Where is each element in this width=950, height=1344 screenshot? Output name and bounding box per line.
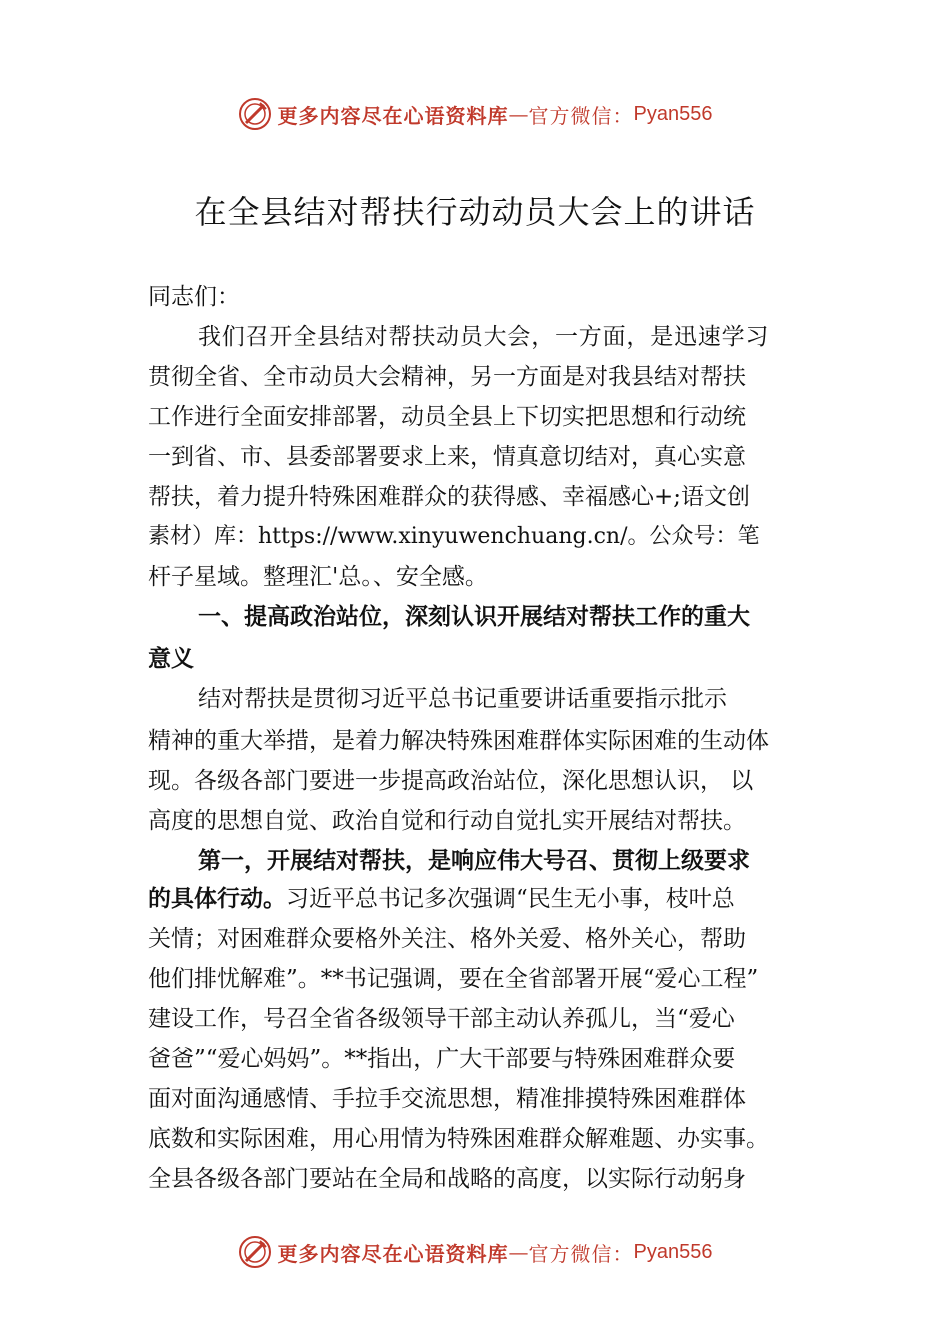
banner-wechat-id: Pyan556 bbox=[633, 102, 713, 125]
paragraph-line: 工作进行全面安排部署，动员全县上下切实把思想和行动统 bbox=[148, 404, 746, 430]
paragraph-line: 结对帮扶是贯彻习近平总书记重要讲话重要指示批示 bbox=[198, 686, 727, 712]
banner-title: 更多内容尽在心语资料库 bbox=[277, 103, 509, 128]
logo-icon bbox=[238, 1235, 272, 1269]
watermark-banner-bottom bbox=[0, 1232, 950, 1272]
paragraph-line: 面对面沟通感情、手拉手交流思想，精准排摸特殊困难群体 bbox=[148, 1086, 746, 1112]
paragraph-text: 习近平总书记多次强调“民生无小事，枝叶总 bbox=[286, 886, 735, 912]
subsection-heading-end: 的具体行动。 bbox=[148, 886, 286, 912]
banner-title: 更多内容尽在心语资料库 bbox=[277, 1241, 509, 1266]
paragraph-line: 帮扶，着力提升特殊困难群众的获得感、幸福感心+;语文创 bbox=[148, 484, 751, 510]
document-title: 在全县结对帮扶行动动员大会上的讲话 bbox=[194, 193, 756, 231]
section-heading: 一、提高政治站位，深刻认识开展结对帮扶工作的重大 bbox=[198, 604, 750, 630]
paragraph-line bbox=[148, 884, 735, 914]
paragraph-line: 他们排忧解难”。**书记强调，要在全省部署开展“爱心工程” bbox=[148, 966, 759, 992]
paragraph-line: 杆子星域。整理汇'总。、安全感。 bbox=[148, 564, 488, 590]
paragraph-line: 建设工作，号召全省各级领导干部主动认养孤儿，当“爱心 bbox=[148, 1006, 735, 1032]
banner-wechat-label: 官方微信： bbox=[528, 1241, 634, 1266]
paragraph-line: 爸爸”“爱心妈妈”。**指出，广大干部要与特殊困难群众要 bbox=[148, 1046, 736, 1072]
paragraph-line: 贯彻全省、全市动员大会精神，另一方面是对我县结对帮扶 bbox=[148, 364, 746, 390]
subsection-heading: 第一，开展结对帮扶，是响应伟大号召、贯彻上级要求 bbox=[198, 848, 750, 874]
paragraph-line: 关情；对困难群众要格外关注、格外关爱、格外关心，帮助 bbox=[148, 926, 746, 952]
paragraph-line: 高度的思想自觉、政治自觉和行动自觉扎实开展结对帮扶。 bbox=[148, 808, 746, 834]
paragraph-line: 精神的重大举措，是着力解决特殊困难群体实际困难的生动体 bbox=[148, 728, 769, 754]
paragraph-line: 素材）库：https://www.xinyuwenchuang.cn/。公众号：笔 bbox=[148, 524, 760, 549]
paragraph-line: 底数和实际困难，用心用情为特殊困难群众解难题、办实事。 bbox=[148, 1126, 769, 1152]
banner-separator: — bbox=[508, 1240, 529, 1264]
banner-wechat-label: 官方微信： bbox=[528, 103, 634, 128]
paragraph-line: 一到省、市、县委部署要求上来，情真意切结对，真心实意 bbox=[148, 444, 746, 470]
paragraph-line: 现。各级各部门要进一步提高政治站位，深化思想认识， 以 bbox=[148, 768, 754, 794]
watermark-banner-top bbox=[0, 94, 950, 134]
paragraph-line: 我们召开全县结对帮扶动员大会，一方面，是迅速学习 bbox=[198, 324, 770, 350]
salutation: 同志们： bbox=[148, 284, 240, 310]
section-heading: 意义 bbox=[148, 646, 194, 672]
banner-separator: — bbox=[508, 102, 529, 126]
paragraph-line: 全县各级各部门要站在全局和战略的高度，以实际行动躬身 bbox=[148, 1166, 746, 1192]
logo-icon bbox=[238, 97, 272, 131]
banner-wechat-id: Pyan556 bbox=[633, 1240, 713, 1263]
